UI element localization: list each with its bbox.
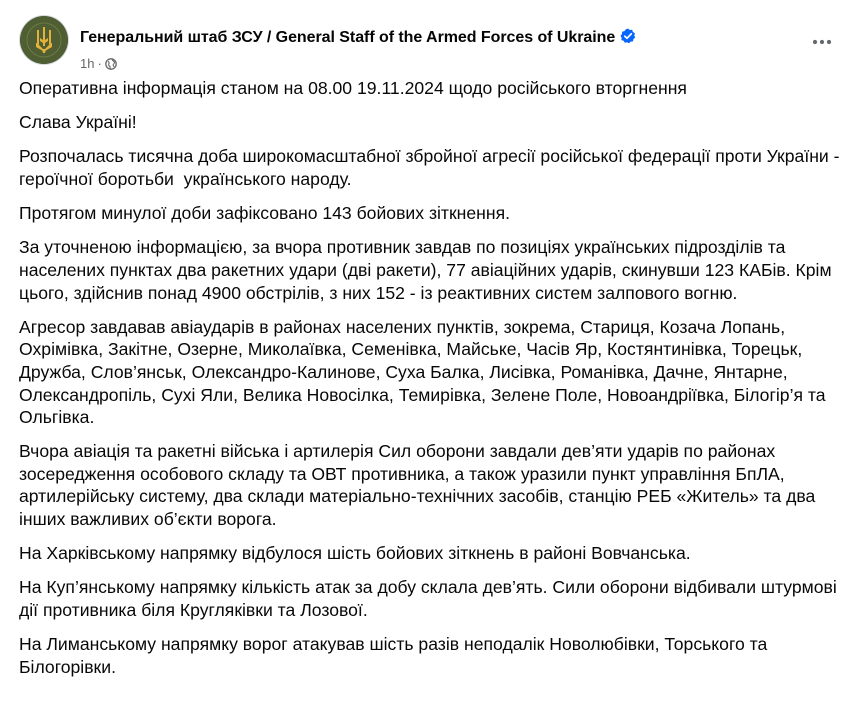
post-paragraph: За уточненою інформацією, за вчора противник завдав по позиціях українських підрозділів та населених пунктах два ракетних удари (дві ракети), 77 авіаційних ударів, скинувши 123 КАБів. Крім цього, здійснив понад 4900 обстрілів, з них 152 - із реактивних систем залпового вогню. xyxy=(19,237,837,303)
post-paragraph: На Харківському напрямку відбулося шість бойових зіткнень в районі Вовчанська. xyxy=(19,543,691,564)
post-header xyxy=(20,12,840,71)
post-body xyxy=(19,77,849,690)
post-paragraph: Вчора авіація та ракетні війська і артилерія Сил оборони завдали дев’яти ударів по районах зосередження особового складу та ОВТ противника, а також уразили пункт управління БпЛА, артилерійську систему, два склади матеріально-технічних засобів, станцію РЕБ «Житель» та два інших важливих об’єкти ворога. xyxy=(19,441,821,530)
post-paragraph: Слава Україні! xyxy=(19,112,137,133)
post-meta xyxy=(80,56,117,73)
post-paragraph: Протягом минулої доби зафіксовано 143 бойових зіткнення. xyxy=(19,203,511,224)
more-horizontal-icon xyxy=(812,39,832,45)
globe-icon[interactable] xyxy=(105,58,117,73)
trident-emblem-icon xyxy=(20,16,68,64)
post-paragraph: На Куп’янському напрямку кількість атак за добу склала дев’ять. Сили оборони відбивали штурмові дії противника біля Кругляківки та Лозової. xyxy=(19,577,842,621)
author-name-row xyxy=(80,28,636,49)
post-paragraph: На Лиманському напрямку ворог атакував шість разів неподалік Новолюбівки, Торського та Білогорівки. xyxy=(19,634,773,677)
page-name-link[interactable]: Генеральний штаб ЗСУ / General Staff of the Armed Forces of Ukraine xyxy=(80,29,616,46)
verified-badge-icon xyxy=(620,28,636,49)
more-options-button[interactable] xyxy=(808,32,836,52)
meta-separator: · xyxy=(97,56,102,71)
post-paragraph: Оперативна інформація станом на 08.00 19.11.2024 щодо російського вторгнення xyxy=(19,78,687,98)
page-avatar[interactable] xyxy=(20,16,68,64)
post-paragraph: Розпочалась тисячна доба широкомасштабної збройної агресії російської федерації проти України - героїчної боротьби українського народу. xyxy=(19,146,845,189)
post-paragraph: Агресор завдавав авіаударів в районах населених пунктів, зокрема, Стариця, Козача Лопань, Охрімівка, Закітне, Озерне, Миколаївка, Семенівка, Майське, Часів Яр, Костянтинівка, Торецьк, Дружба, Слов’янськ, Олександро-Калинове, Суха Балка, Лисівка, Романівка, Дачне, Янтарне, Олександропіль, Сухі Яли, Велика Новосілка, Темирівка, Зелене Поле, Новоандріївка, Білогір’я та Ольгівка. xyxy=(19,316,831,428)
post-timestamp[interactable]: 1h xyxy=(80,56,95,71)
